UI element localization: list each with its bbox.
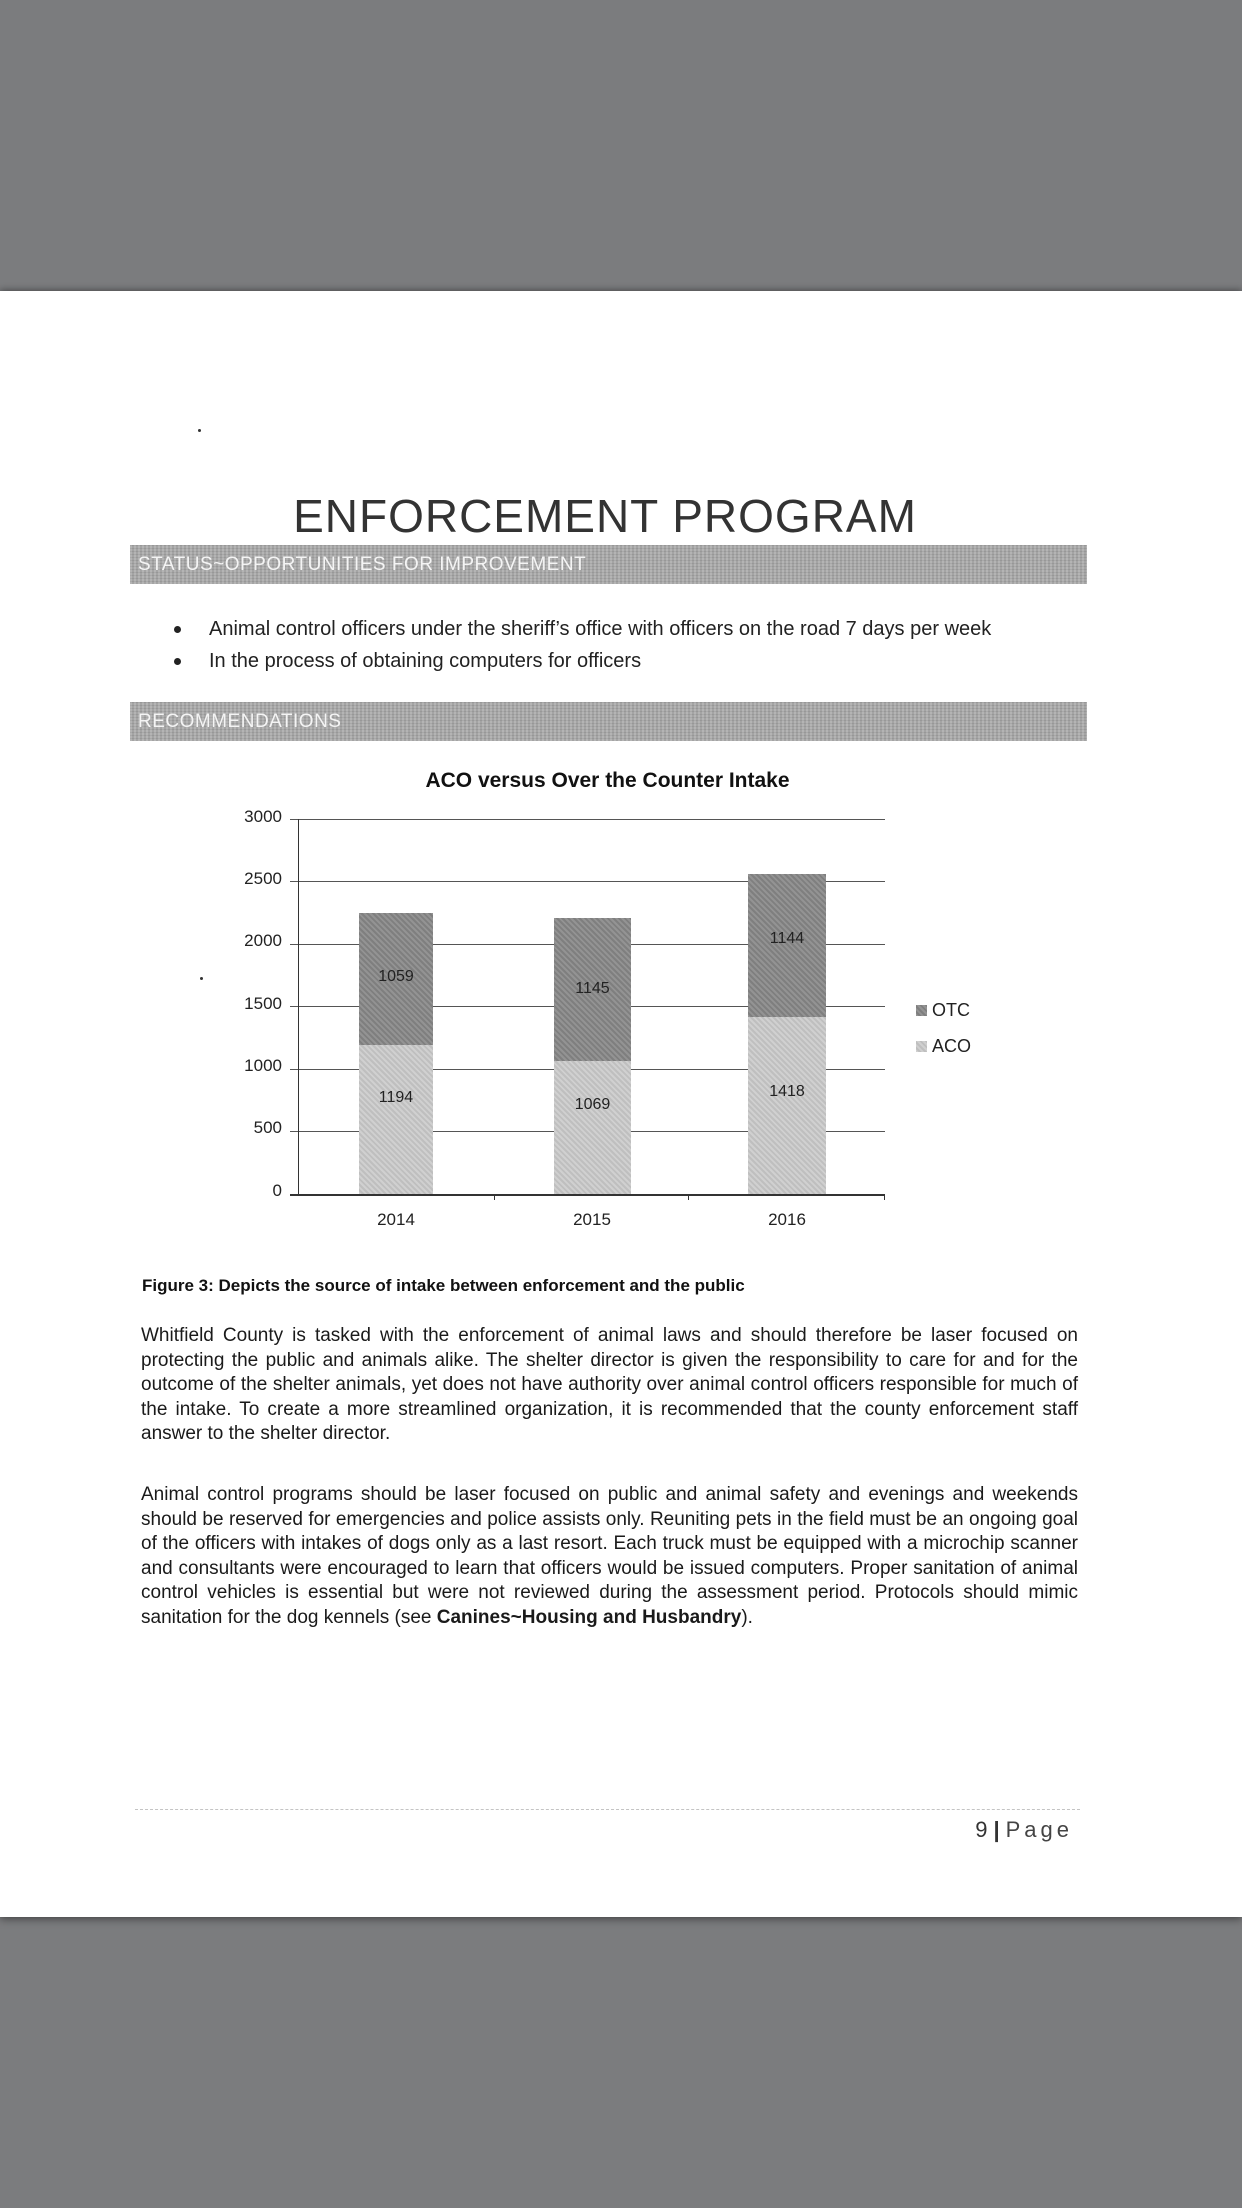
bar-2015-aco: [554, 1061, 631, 1194]
bar-2014-aco: [359, 1045, 433, 1194]
x-tick-label: 2015: [573, 1210, 611, 1229]
legend-swatch-icon: [916, 1005, 927, 1016]
x-tick-mark: [688, 1194, 689, 1200]
page-label: Page: [1005, 1817, 1073, 1842]
x-tick-mark: [494, 1194, 495, 1200]
bullet-item: In the process of obtaining computers for officers: [172, 645, 991, 677]
bar-value-label: 1144: [769, 930, 805, 947]
gridline: [290, 819, 885, 820]
scan-speck: [200, 977, 203, 980]
paragraph-text: Animal control programs should be laser focused on public and animal safety and evenings and weekends should be reserved for emergencies and police assists only. Reuniting pets in the field must be an ongoing goal of the officers with intakes of dogs only as a last resort. Each truck must be equipped with a microchip scanner and consultants were encouraged to learn that officers would be issued computers. Proper sanitation of animal control vehicles is essential but were not reviewed during the assessment period. Protocols should mimic sanitation for the dog kennels (see: [141, 1484, 1078, 1628]
x-axis: [290, 1194, 885, 1196]
bar-2016-otc: [748, 874, 826, 1017]
footer-separator: |: [993, 1817, 1000, 1842]
bar-2015-otc: [554, 918, 631, 1061]
y-tick-label: 1000: [244, 1056, 282, 1075]
bullet-item: Animal control officers under the sheriff’s office with officers on the road 7 days per week: [172, 613, 991, 645]
chart-title: ACO versus Over the Counter Intake: [425, 769, 790, 792]
intake-chart: [0, 291, 1242, 1291]
y-tick-label: 2000: [244, 931, 282, 950]
document-page: [0, 291, 1242, 1917]
legend-item-otc: [916, 992, 971, 1028]
y-tick-label: 1500: [244, 994, 282, 1013]
cross-reference: Canines~Housing and Husbandry: [436, 1606, 742, 1628]
bar-value-label: 1145: [575, 980, 610, 997]
y-tick-label: 3000: [244, 807, 282, 826]
y-axis: [298, 819, 299, 1195]
bar-value-label: 1418: [769, 1083, 805, 1100]
figure-caption: Figure 3: Depicts the source of intake between enforcement and the public: [142, 1276, 745, 1295]
y-tick-label: 0: [272, 1181, 282, 1200]
page-number: 9: [975, 1817, 988, 1842]
x-tick-label: 2016: [768, 1210, 806, 1229]
y-tick-label: 500: [253, 1118, 282, 1137]
status-bullet-list: [172, 613, 991, 677]
chart-legend: [916, 992, 971, 1064]
paragraph-text: Whitfield County is tasked with the enforcement of animal laws and should therefore be laser focused on protecting the public and animals alike. The shelter director is given the responsibility to care for and for the outcome of the shelter animals, yet does not have authority over animal control officers responsible for much of the intake. To create a more streamlined organization, it is recommended that the county enforcement staff answer to the shelter director.: [141, 1325, 1078, 1444]
legend-swatch-icon: [916, 1041, 927, 1052]
x-tick-mark: [884, 1194, 885, 1200]
legend-item-aco: [916, 1028, 971, 1064]
y-tick-label: 2500: [244, 869, 282, 888]
body-paragraph: [141, 1324, 1078, 1447]
footer-divider: [135, 1809, 1080, 1810]
scan-speck: [198, 429, 201, 432]
bar-value-label: 1069: [574, 1096, 611, 1113]
bar-2014-otc: [359, 913, 433, 1045]
bar-2016-aco: [748, 1017, 826, 1194]
section-heading-recommendations: RECOMMENDATIONS: [130, 702, 1087, 741]
bar-value-label: 1194: [378, 1089, 414, 1106]
paragraph-text: ).: [741, 1606, 753, 1628]
bar-value-label: 1059: [378, 968, 414, 985]
body-paragraph: [141, 1483, 1078, 1630]
page-title: ENFORCEMENT PROGRAM: [293, 489, 917, 542]
legend-label: ACO: [932, 1035, 972, 1056]
section-heading-status: STATUS~OPPORTUNITIES FOR IMPROVEMENT: [130, 545, 1087, 584]
legend-label: OTC: [932, 999, 970, 1020]
x-tick-label: 2014: [377, 1210, 415, 1229]
page-footer: [975, 1817, 1073, 1843]
